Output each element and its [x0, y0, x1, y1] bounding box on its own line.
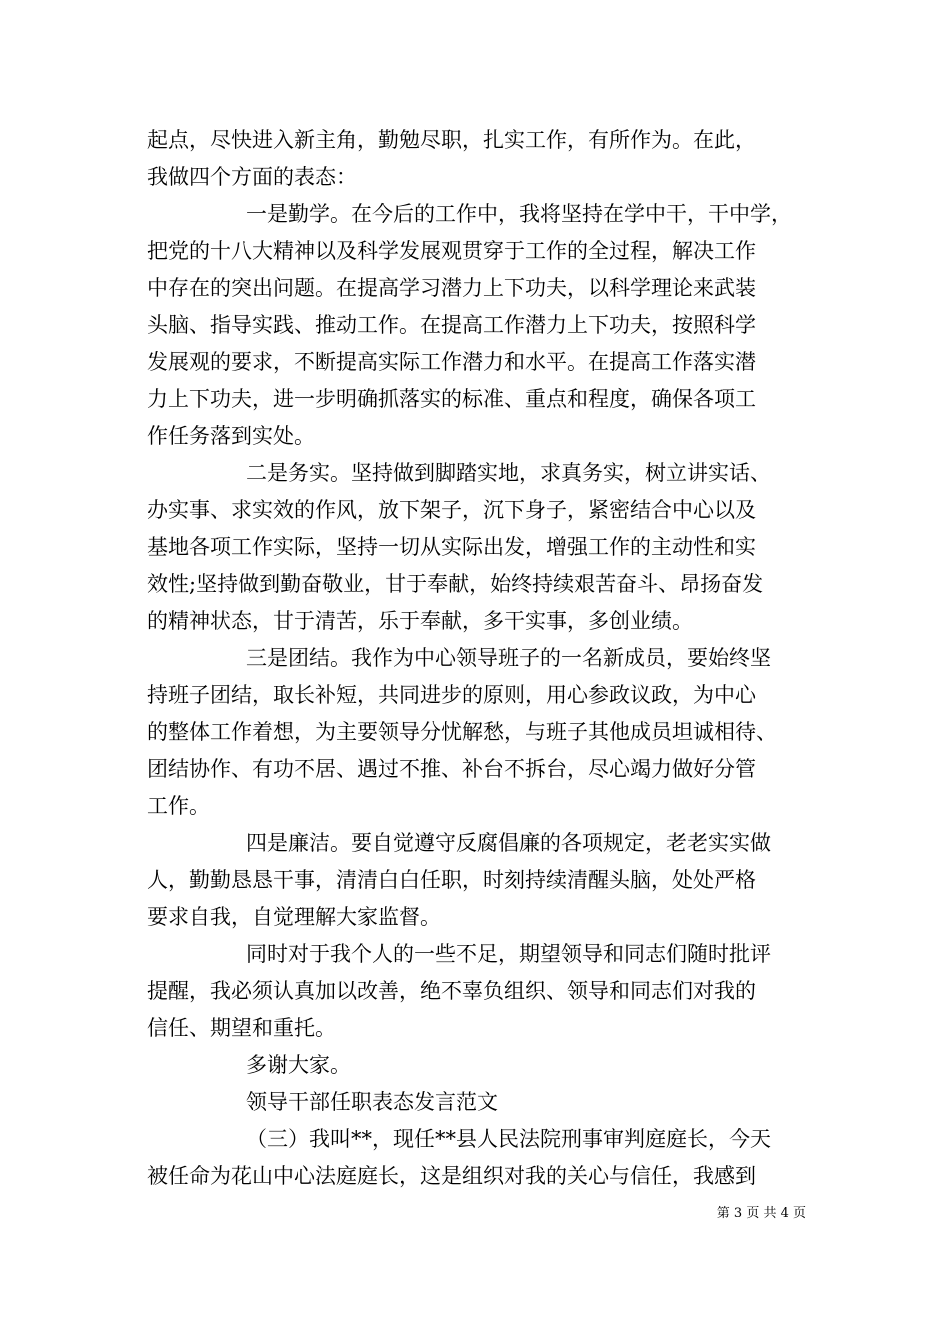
- text-line: 信任、期望和重托。: [147, 1016, 336, 1040]
- text-line: 团结协作、有功不居、遇过不推、补台不拆台，尽心竭力做好分管: [147, 757, 756, 781]
- paragraph-start-san: （三）我叫**，现任**县人民法院刑事审判庭庭长，今天: [246, 1127, 771, 1151]
- text-line: 工作。: [147, 794, 210, 818]
- text-line: 头脑、指导实践、推动工作。在提高工作潜力上下功夫，按照科学: [147, 313, 756, 337]
- text-line: 的精神状态，甘于清苦，乐于奉献，多干实事，多创业绩。: [147, 609, 693, 633]
- text-line: 作任务落到实处。: [147, 424, 315, 448]
- page-number-footer: 第 3 页 共 4 页: [716, 1206, 806, 1221]
- text-line: 发展观的要求，不断提高实际工作潜力和水平。在提高工作落实潜: [147, 350, 756, 374]
- text-line: 把党的十八大精神以及科学发展观贯穿于工作的全过程，解决工作: [147, 239, 756, 263]
- paragraph-start-tongshi: 同时对于我个人的一些不足，期望领导和同志们随时批评: [246, 942, 771, 966]
- text-line: 的整体工作着想，为主要领导分忧解愁，与班子其他成员坦诚相待、: [147, 720, 777, 744]
- text-line: 我做四个方面的表态：: [147, 165, 357, 189]
- text-line: 持班子团结，取长补短，共同进步的原则，用心参政议政，为中心: [147, 683, 756, 707]
- paragraph-start-tuanjie: 三是团结。我作为中心领导班子的一名新成员，要始终坚: [246, 646, 771, 670]
- section-title: 领导干部任职表态发言范文: [246, 1090, 498, 1114]
- text-line: 人，勤勤恳恳干事，清清白白任职，时刻持续清醒头脑，处处严格: [147, 868, 756, 892]
- paragraph-start-wushi: 二是务实。坚持做到脚踏实地，求真务实，树立讲实话、: [246, 461, 771, 485]
- text-line: 中存在的突出问题。在提高学习潜力上下功夫，以科学理论来武装: [147, 276, 756, 300]
- thanks-line: 多谢大家。: [246, 1053, 351, 1077]
- text-line: 被任命为花山中心法庭庭长，这是组织对我的关心与信任，我感到: [147, 1164, 756, 1188]
- text-line: 提醒，我必须认真加以改善，绝不辜负组织、领导和同志们对我的: [147, 979, 756, 1003]
- paragraph-start-qinxue: 一是勤学。在今后的工作中，我将坚持在学中干，干中学，: [246, 202, 792, 226]
- text-line: 要求自我，自觉理解大家监督。: [147, 905, 441, 929]
- paragraph-start-lianjie: 四是廉洁。要自觉遵守反腐倡廉的各项规定，老老实实做: [246, 831, 771, 855]
- text-line: 办实事、求实效的作风，放下架子，沉下身子，紧密结合中心以及: [147, 498, 756, 522]
- text-line: 起点，尽快进入新主角，勤勉尽职，扎实工作，有所作为。在此，: [147, 128, 756, 152]
- text-line: 效性;坚持做到勤奋敬业，甘于奉献，始终持续艰苦奋斗、昂扬奋发: [147, 572, 764, 596]
- text-line: 力上下功夫，进一步明确抓落实的标准、重点和程度，确保各项工: [147, 387, 756, 411]
- text-line: 基地各项工作实际，坚持一切从实际出发，增强工作的主动性和实: [147, 535, 756, 559]
